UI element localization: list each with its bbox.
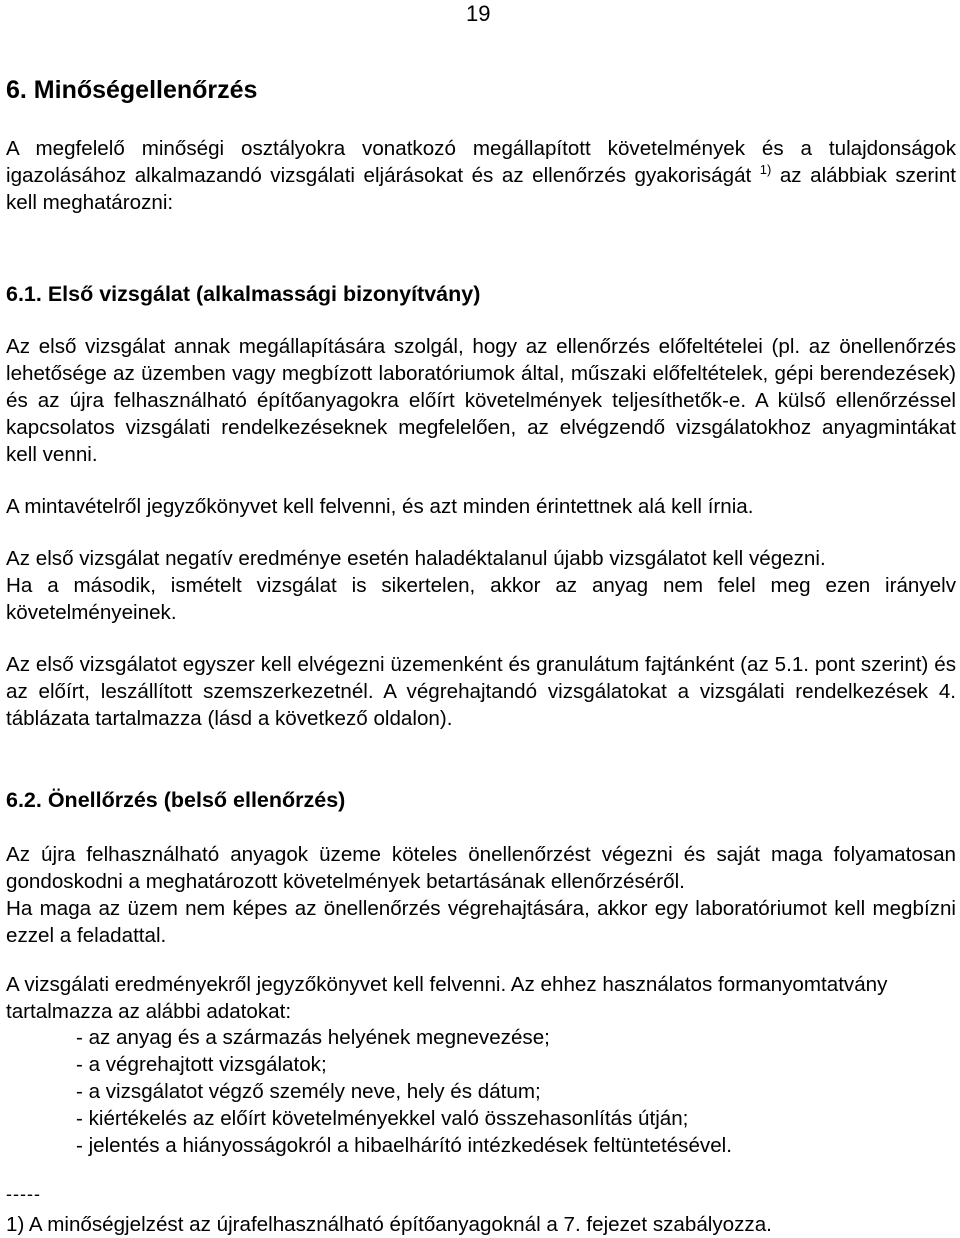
- footnote-reference[interactable]: 1): [759, 162, 772, 177]
- footnote-text: 1) A minőségjelzést az újrafelhasználható építőanyagoknál a 7. fejezet szabályozza.: [6, 1213, 772, 1236]
- list-item: - az anyag és a származás helyének megnevezése;: [76, 1026, 550, 1049]
- footnote-separator: -----: [6, 1184, 41, 1204]
- page-number: 19: [466, 1, 491, 26]
- section-6-heading: 6. Minőségellenőrzés: [6, 76, 258, 104]
- intro-text: A megfelelő minőségi osztályokra vonatkozó megállapított követelmények és a tulajdonságok igazolásához alkalmazandó vizsgálati eljárásokat és az ellenőrzés gyakoriságát: [6, 137, 956, 187]
- intro-text-end: az alábbiak szerint kell meghatározni:: [6, 164, 956, 214]
- section-6-2-paragraph-1a: Az újra felhasználható anyagok üzeme köteles önellenőrzést végezni és saját maga folyamatosan gondoskodni a meghatározott követelmények betartásának ellenőrzéséről.: [6, 843, 956, 893]
- list-item: - a vizsgálatot végző személy neve, hely és dátum;: [76, 1080, 541, 1103]
- section-6-1-paragraph-1: Az első vizsgálat annak megállapítására szolgál, hogy az ellenőrzés előfeltételei (pl. az önellenőrzés lehetősége az üzemben vagy megbízott laboratóriumok által, műszaki előfeltételek, gépi berendezések) és az újra felhasználható építőanyagokra előírt követelmények teljesíthetők-e. A külső ellenőrzéssel kapcsolatos vizsgálati rendelkezéseknek megfelelően, az elvégzendő vizsgálatokhoz anyagmintákat kell venni.: [6, 335, 956, 466]
- list-item: - a végrehajtott vizsgálatok;: [76, 1053, 327, 1076]
- section-6-intro: [6, 135, 956, 216]
- list-item: - jelentés a hiányosságokról a hibaelhárító intézkedések feltüntetésével.: [76, 1134, 732, 1157]
- section-6-1-paragraph-3a: Az első vizsgálat negatív eredménye esetén haladéktalanul újabb vizsgálatot kell végezni.: [6, 547, 826, 570]
- list-item: - kiértékelés az előírt követelményekkel való összehasonlítás útján;: [76, 1107, 689, 1130]
- section-6-2-paragraph-1b: Ha maga az üzem nem képes az önellenőrzés végrehajtására, akkor egy laboratóriumot kell megbízni ezzel a feladattal.: [6, 897, 956, 947]
- section-6-1-paragraph-3b: Ha a második, ismételt vizsgálat is sikertelen, akkor az anyag nem felel meg ezen irányelv követelményeinek.: [6, 574, 956, 624]
- section-6-1-paragraph-4: Az első vizsgálatot egyszer kell elvégezni üzemenként és granulátum fajtánként (az 5.1. pont szerint) és az előírt, leszállított szemszerkezetnél. A végrehajtandó vizsgálatokat a vizsgálati rendelkezések 4. táblázata tartalmazza (lásd a következő oldalon).: [6, 653, 956, 730]
- section-6-1-paragraph-2: A mintavételről jegyzőkönyvet kell felvenni, és azt minden érintettnek alá kell írnia.: [6, 495, 754, 518]
- section-6-1-heading: 6.1. Első vizsgálat (alkalmassági bizonyítvány): [6, 282, 481, 306]
- section-6-1-paragraph-3: [6, 545, 956, 626]
- section-6-2-paragraph-1: [6, 841, 956, 949]
- data-items-list: [76, 1024, 946, 1159]
- section-6-2-heading: 6.2. Önellőrzés (belső ellenőrzés): [6, 788, 346, 812]
- section-6-2-paragraph-3: A vizsgálati eredményekről jegyzőkönyvet kell felvenni. Az ehhez használatos formanyomtatvány tartalmazza az alábbi adatokat:: [6, 973, 888, 1023]
